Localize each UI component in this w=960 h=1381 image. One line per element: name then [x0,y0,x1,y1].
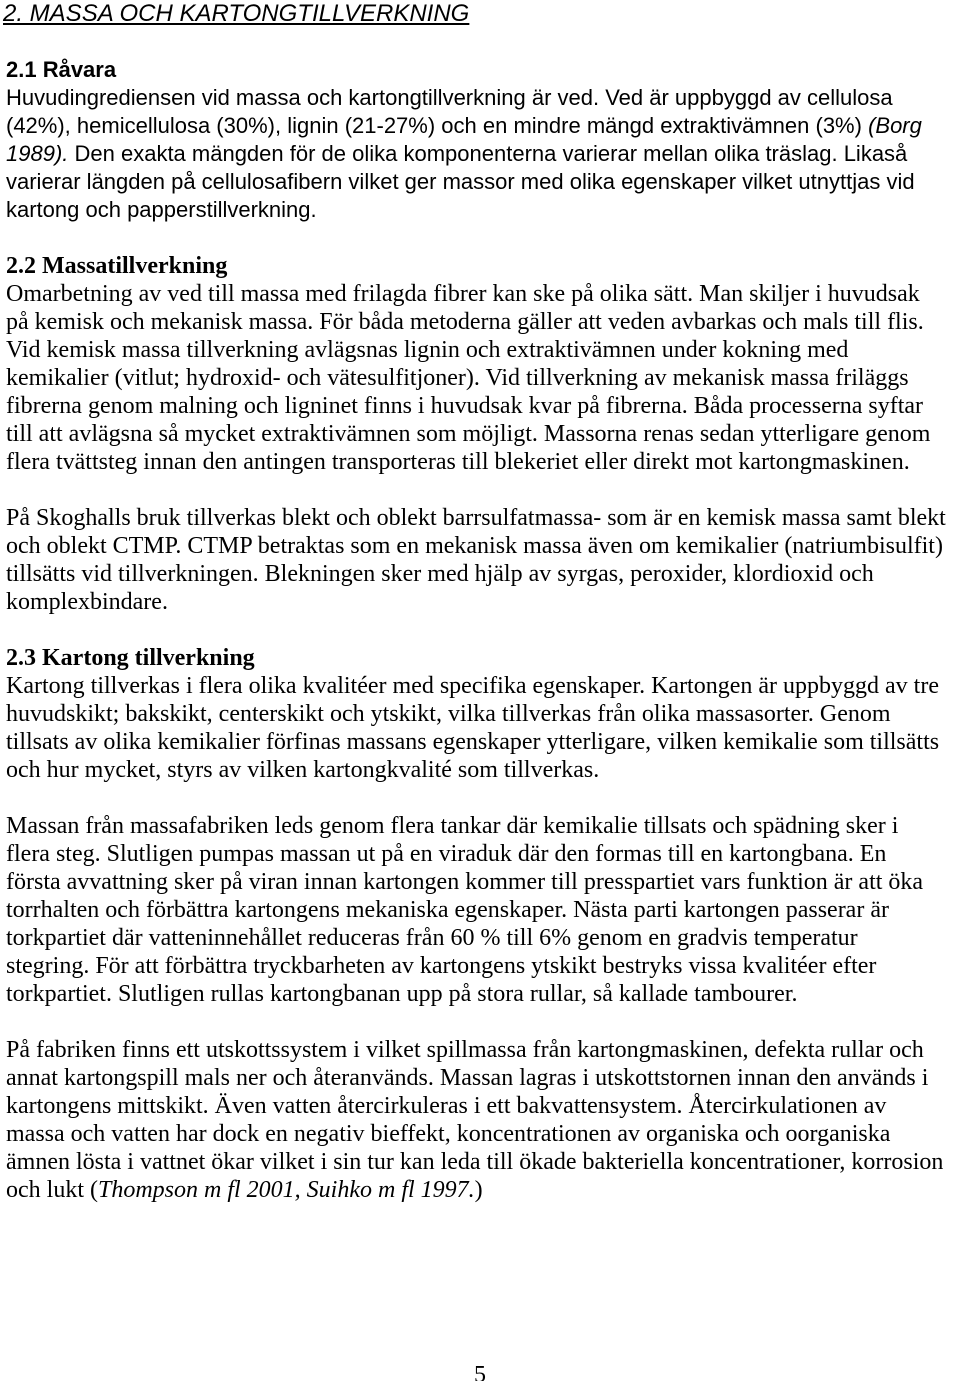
text-line: torkpartiet. Slutligen rullas kartongbanan upp på stora rullar, så kallade tambourer. [6,981,798,1007]
text-line: till att avlägsna så mycket extraktivämnen som möjligt. Massorna renas sedan ytterligare genom [6,421,931,447]
text-line: fibrerna genom malning och ligninet finns i huvudsak kvar på fibrerna. Båda processerna syftar [6,393,924,419]
paragraph [6,812,956,1008]
text-line: tillsats av olika kemikalier förfinas massans egenskaper ytterligare, vilken kemikalie som tillsätts [6,729,940,755]
section-2-1 [6,56,956,224]
text-line: Kartong tillverkas i flera olika kvalitéer med specifika egenskaper. Kartongen är uppbyggd av tre [6,673,939,699]
text-line: Huvudingrediensen vid massa och kartongtillverkning är ved. Ved är uppbyggd av cellulosa [6,85,893,110]
section-2-2 [6,252,956,616]
text-line: komplexbindare. [6,589,168,615]
citation-text: (Borg [868,113,922,138]
text-line: och hur mycket, styrs av vilken kartongkvalité som tillverkas. [6,757,600,783]
text-line [6,112,956,140]
text-line: Vid kemisk massa tillverkning avlägsnas lignin och extraktivämnen under kokning med [6,337,849,363]
text-line: kemikalier (vitlut; hydroxid- och vätesulfitjoner). Vid tillverkning av mekanisk massa friläggs [6,365,909,391]
text-line: massa och vatten har dock en negativ bieffekt, koncentrationen av organiska och oorganiska [6,1121,891,1147]
text-line: första avvattning sker på viran innan kartongen kommer till presspartiet vars funktion är att öka [6,869,924,895]
text-line: torrhalten och förbättra kartongens mekaniska egenskaper. Nästa parti kartongen passerar är [6,897,889,923]
text-line [6,1176,956,1204]
text-line: På fabriken finns ett utskottssystem i vilket spillmassa från kartongmaskinen, defekta rullar och [6,1037,924,1063]
section-2-3 [6,644,956,1204]
page-number: 5 [474,1363,486,1381]
text-run: (42%), hemicellulosa (30%), lignin (21-27%) och en mindre mängd extraktivämnen (3%) [6,113,869,138]
text-line: Omarbetning av ved till massa med frilagda fibrer kan ske på olika sätt. Man skiljer i huvudsak [6,281,920,307]
text-line: stegring. För att förbättra tryckbarheten av kartongens ytskikt bestryks vissa kvalitéer efter [6,953,877,979]
text-line: tillsätts vid tillverkningen. Blekningen sker med hjälp av syrgas, peroxider, klordioxid och [6,561,874,587]
paragraph [6,1036,956,1204]
text-line: flera steg. Slutligen pumpas massan ut på en viraduk där den formas till en kartongbana. En [6,841,887,867]
section-heading: 2.3 Kartong tillverkning [6,645,255,671]
paragraph [6,84,956,224]
text-line: på kemisk och mekanisk massa. För båda metoderna gäller att veden avbarkas och mals till flis. [6,309,924,335]
text-line: På Skoghalls bruk tillverkas blekt och oblekt barrsulfatmassa- som är en kemisk massa samt blekt [6,505,946,531]
text-line: kartongens mittskikt. Även vatten återcirkuleras i ett bakvattensystem. Återcirkulationen av [6,1093,887,1119]
paragraph [6,280,956,476]
text-line: ämnen lösta i vattnet ökar vilket i sin tur kan leda till ökade bakteriella koncentrationer, korrosion [6,1149,944,1175]
text-run: och lukt ( [6,1177,98,1203]
text-line: flera tvättsteg innan den antingen transporteras till blekeriet eller direkt mot kartongmaskinen. [6,449,910,475]
text-line: Massan från massafabriken leds genom flera tankar där kemikalie tillsats och spädning sker i [6,813,899,839]
text-line: varierar längden på cellulosafibern vilket ger massor med olika egenskaper vilket utnyttjas vid [6,169,915,194]
paragraph [6,672,956,784]
document-body [3,0,956,1204]
text-run: Den exakta mängden för de olika komponenterna varierar mellan olika träslag. Likaså [68,141,908,166]
text-line: och oblekt CTMP. CTMP betraktas som en mekanisk massa även om kemikalier (natriumbisulfit) [6,533,943,559]
text-line: torkpartiet där vatteninnehållet reduceras från 60 % till 6% genom en gradvis temperatur [6,925,858,951]
text-run: ) [474,1177,483,1203]
citation-text: Thompson m fl 2001, Suihko m fl 1997. [97,1177,475,1203]
paragraph [6,504,956,616]
section-heading: 2.2 Massatillverkning [6,253,228,279]
chapter-title: 2. MASSA OCH KARTONGTILLVERKNING [3,0,470,27]
section-heading: 2.1 Råvara [6,57,117,82]
text-line: annat kartongspill mals ner och återanvänds. Massan lagras i utskottstornen innan den används i [6,1065,929,1091]
citation-text: 1989). [6,141,69,166]
text-line [6,140,956,168]
text-line: huvudskikt; bakskikt, centerskikt och ytskikt, vilka tillverkas från olika massasorter. Genom [6,701,891,727]
text-line: kartong och papperstillverkning. [6,197,317,222]
